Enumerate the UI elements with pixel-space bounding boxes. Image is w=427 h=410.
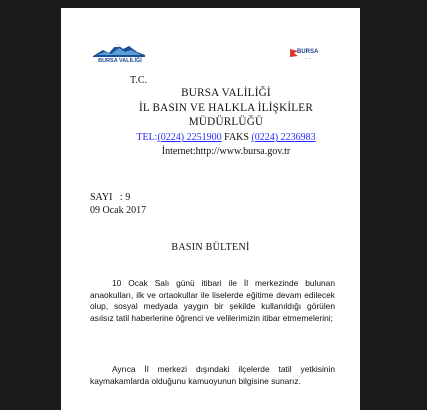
body-paragraph-1: 10 Ocak Salı günü itibari ile İl merkezinde bulunan anaokulları, ilk ve ortaokullar ile liselerde eğitime devam edilecek olup, sosyal medyada yaygın bir şekilde kullanıldığı görülen asılsız tatil haberlerine öğrenci ve velilerimizin itibar etmemelerini; [90, 278, 335, 323]
contact-line [107, 132, 345, 143]
header-line-2: İL BASIN VE HALKLA İLİŞKİLER [138, 101, 314, 114]
logo-caption: BURSA VALİLİĞİ [98, 58, 142, 64]
header-line-1: BURSA VALİLİĞİ [181, 87, 271, 99]
document-date: 09 Ocak 2017 [90, 205, 147, 216]
tel-label: TEL: [136, 132, 158, 143]
bursa-valiligi-logo [91, 40, 147, 68]
header-tc: T.C. [130, 75, 148, 86]
fax-number-link[interactable]: (0224) 2236983 [251, 132, 316, 143]
header-institution [107, 86, 345, 130]
tel-number-link[interactable]: (0224) 2251900 [157, 132, 222, 143]
document-number: SAYI : 9 [90, 192, 131, 203]
website-line: İnternet:http://www.bursa.gov.tr [161, 146, 291, 157]
header-line-3: MÜDÜRLÜĞÜ [188, 116, 264, 128]
mountain-logo-icon [91, 40, 147, 60]
document-page [61, 8, 360, 410]
bursa-logo-script: ~ ~ [305, 56, 311, 61]
bursa-logo-word: BURSA [297, 49, 319, 55]
document-title: BASIN BÜLTENİ [171, 242, 250, 253]
fax-label: FAKS [221, 132, 252, 143]
body-paragraph-2: Ayrıca İl merkezi dışındaki ilçelerde tatil yetkisinin kaymakamlarda olduğunu kamuoyunun bilgisine sunarız. [90, 364, 335, 386]
bursa-city-logo [289, 46, 329, 64]
